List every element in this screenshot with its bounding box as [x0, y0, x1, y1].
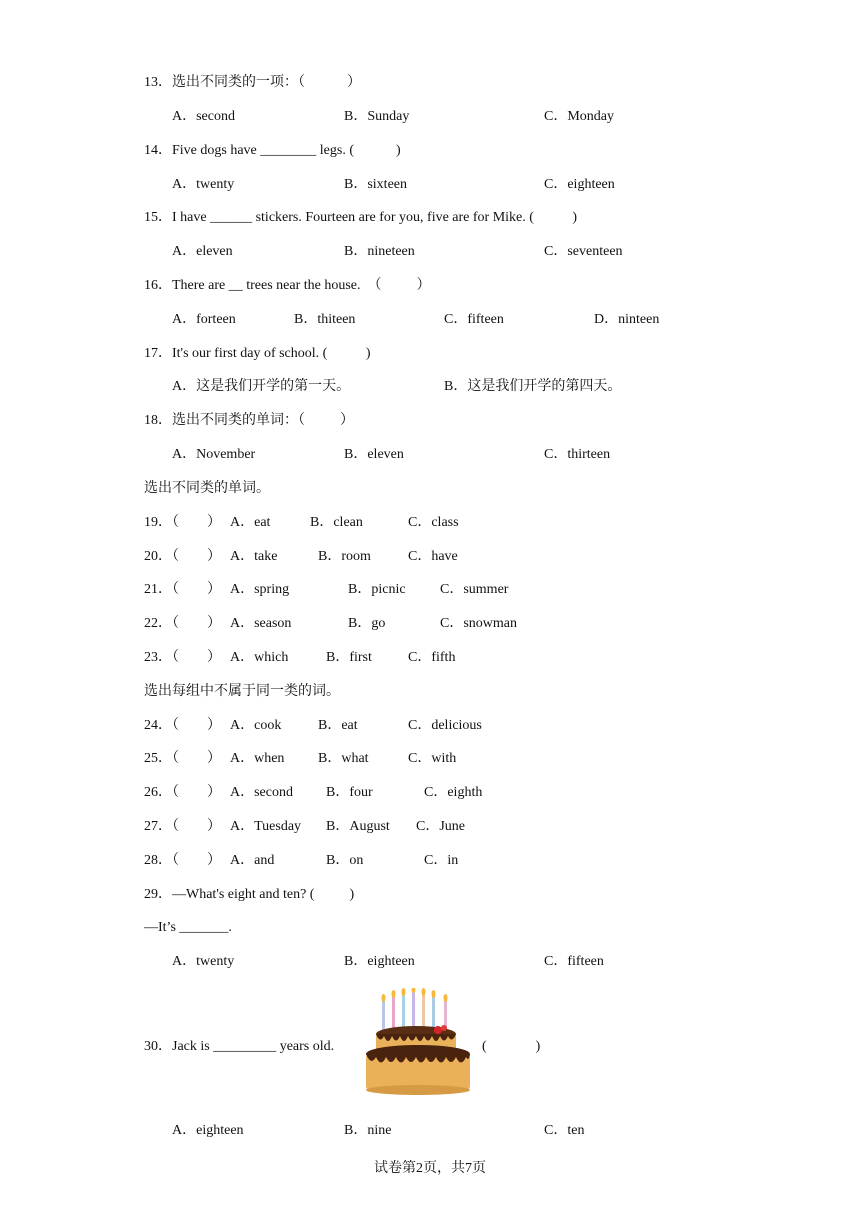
question-16-option-c[interactable]: C．fifteen	[444, 312, 504, 327]
question-15-option-c[interactable]: C．seventeen	[544, 244, 623, 259]
question-21-option-b[interactable]: B．picnic	[348, 582, 406, 597]
question-26-option-b[interactable]: B．four	[326, 785, 373, 800]
question-20-number: 20．（ ）	[144, 549, 221, 564]
question-14-option-b[interactable]: B．sixteen	[344, 177, 407, 192]
question-23-number: 23．（ ）	[144, 650, 221, 665]
question-21-option-c[interactable]: C．summer	[440, 582, 509, 597]
question-13-option-b[interactable]: B．Sunday	[344, 109, 410, 124]
question-13-stem: 13．选出不同类的一项：（ ）	[144, 75, 361, 90]
page-footer: 试卷第2页，共7页	[374, 1161, 486, 1176]
question-15-option-a[interactable]: A．eleven	[172, 244, 233, 259]
question-13-option-c[interactable]: C．Monday	[544, 109, 614, 124]
question-16-option-a[interactable]: A．forteen	[172, 312, 236, 327]
question-28-number: 28．（ ）	[144, 853, 221, 868]
question-27-option-a[interactable]: A．Tuesday	[230, 819, 302, 834]
question-29-option-a[interactable]: A．twenty	[172, 954, 235, 969]
question-14-option-c[interactable]: C．eighteen	[544, 177, 615, 192]
question-14-option-a[interactable]: A．twenty	[172, 177, 235, 192]
question-21-option-a[interactable]: A．spring	[230, 582, 290, 597]
question-15-stem: 15．I have ______ stickers. Fourteen are for you, five are for Mike. ( )	[144, 210, 578, 225]
question-27-number: 27．（ ）	[144, 819, 221, 834]
question-17-option-b[interactable]: B．这是我们开学的第四天。	[444, 379, 622, 394]
question-30-option-a[interactable]: A．eighteen	[172, 1123, 244, 1138]
question-19-option-b[interactable]: B．clean	[310, 515, 363, 530]
question-16-option-d[interactable]: D．ninteen	[594, 312, 660, 327]
question-30-option-c[interactable]: C．ten	[544, 1123, 585, 1138]
question-18-stem: 18．选出不同类的单词：（ ）	[144, 413, 354, 428]
question-27-option-b[interactable]: B．August	[326, 819, 390, 834]
question-22-option-c[interactable]: C．snowman	[440, 616, 517, 631]
birthday-cake-image	[362, 988, 476, 1098]
question-24-option-a[interactable]: A．cook	[230, 718, 282, 733]
question-20-option-b[interactable]: B．room	[318, 549, 371, 564]
question-29-option-b[interactable]: B．eighteen	[344, 954, 415, 969]
question-26-option-c[interactable]: C．eighth	[424, 785, 483, 800]
question-26-option-a[interactable]: A．second	[230, 785, 293, 800]
question-21-number: 21．（ ）	[144, 582, 221, 597]
question-22-option-b[interactable]: B．go	[348, 616, 386, 631]
question-18-option-a[interactable]: A．November	[172, 447, 256, 462]
question-30-stem: 30．Jack is _________ years old.	[144, 1039, 335, 1054]
question-30-answer-paren[interactable]: ( )	[482, 1039, 541, 1054]
section-heading-2: 选出每组中不属于同一类的词。	[144, 684, 340, 699]
question-19-option-c[interactable]: C．class	[408, 515, 459, 530]
question-19-number: 19．（ ）	[144, 515, 221, 530]
question-29-option-c[interactable]: C．fifteen	[544, 954, 604, 969]
question-25-option-a[interactable]: A．when	[230, 751, 285, 766]
question-24-option-c[interactable]: C．delicious	[408, 718, 482, 733]
question-22-option-a[interactable]: A．season	[230, 616, 292, 631]
question-29-stem: 29．—What's eight and ten? ( )	[144, 887, 355, 902]
question-25-number: 25．（ ）	[144, 751, 221, 766]
question-14-stem: 14．Five dogs have ________ legs. ( )	[144, 143, 401, 158]
question-20-option-c[interactable]: C．have	[408, 549, 458, 564]
question-18-option-c[interactable]: C．thirteen	[544, 447, 611, 462]
question-25-option-c[interactable]: C．with	[408, 751, 457, 766]
question-28-option-c[interactable]: C．in	[424, 853, 459, 868]
question-23-option-b[interactable]: B．first	[326, 650, 372, 665]
question-23-option-a[interactable]: A．which	[230, 650, 289, 665]
question-13-option-a[interactable]: A．second	[172, 109, 235, 124]
question-26-number: 26．（ ）	[144, 785, 221, 800]
question-28-option-b[interactable]: B．on	[326, 853, 364, 868]
question-18-option-b[interactable]: B．eleven	[344, 447, 404, 462]
question-25-option-b[interactable]: B．what	[318, 751, 369, 766]
question-28-option-a[interactable]: A．and	[230, 853, 275, 868]
question-23-option-c[interactable]: C．fifth	[408, 650, 456, 665]
question-29-stem-line2: —It’s _______.	[144, 920, 232, 935]
question-16-option-b[interactable]: B．thiteen	[294, 312, 356, 327]
question-24-option-b[interactable]: B．eat	[318, 718, 358, 733]
question-20-option-a[interactable]: A．take	[230, 549, 278, 564]
section-heading-1: 选出不同类的单词。	[144, 481, 270, 496]
question-19-option-a[interactable]: A．eat	[230, 515, 271, 530]
question-30-option-b[interactable]: B．nine	[344, 1123, 392, 1138]
question-24-number: 24．（ ）	[144, 718, 221, 733]
question-22-number: 22．（ ）	[144, 616, 221, 631]
question-15-option-b[interactable]: B．nineteen	[344, 244, 415, 259]
question-16-stem: 16．There are __ trees near the house. （ ）	[144, 278, 431, 293]
question-17-option-a[interactable]: A．这是我们开学的第一天。	[172, 379, 351, 394]
question-27-option-c[interactable]: C．June	[416, 819, 465, 834]
question-17-stem: 17．It's our first day of school. ( )	[144, 346, 371, 361]
